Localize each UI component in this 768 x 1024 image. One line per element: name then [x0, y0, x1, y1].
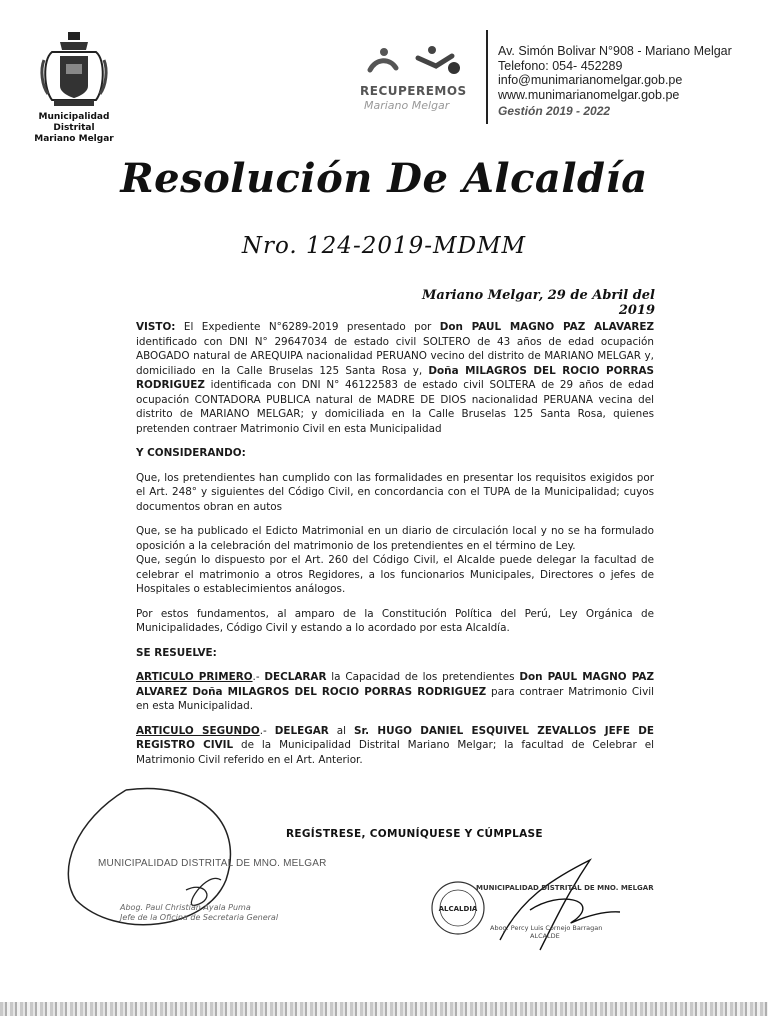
recuperemos-subtitle: Mariano Melgar: [364, 99, 450, 112]
person-2: Doña MILAGROS DEL ROCIO PORRAS RODRIGUEZ: [136, 364, 654, 391]
left-signer: [120, 903, 278, 923]
scan-bottom-strip: [0, 1002, 768, 1016]
municipality-name-line-1: Municipalidad Distrital: [38, 112, 110, 133]
considerando-3: Que, según lo dispuesto por el Art. 260 del Código Civil, el Alcalde puede delegar la facultad de celebrar el matrimonio a otros Regidores, a los funcionarios Municipales, Directores o jefes de Hospitales o establecimientos análogos.: [136, 554, 654, 595]
article-2-text-1: al: [328, 724, 355, 737]
article-2-person: Sr. HUGO DANIEL ESQUIVEL ZEVALLOS JEFE DE REGISTRO CIVIL: [136, 724, 655, 751]
phone: Telefono: 054- 452289: [498, 58, 623, 73]
article-1-verb: DECLARAR: [264, 671, 327, 683]
article-2-text-2: de la Municipalidad Distrital Mariano Melgar; la facultad de Celebrar el Matrimonio Civil referido en el Art. Anterior.: [136, 739, 654, 766]
resolution-body: [136, 320, 654, 777]
email: info@munimarianomelgar.gob.pe: [498, 73, 683, 87]
municipality-name: [18, 112, 130, 145]
considerando-2: Que, se ha publicado el Edicto Matrimonial en un diario de circulación local y no se ha formulado oposición a la celebración del matrimonio de los pretendientes en el término de Ley.: [136, 525, 654, 552]
left-signer-role: Jefe de la Oficina de Secretaria General: [120, 913, 279, 922]
right-signature-drawing: [480, 850, 630, 960]
resolution-number: Nro. 124-2019-MDMM: [241, 233, 527, 259]
right-signer-role: ALCALDE: [530, 932, 560, 940]
visto-label: VISTO:: [136, 321, 176, 333]
visto-text-2: identificado con DNI N° 29647034 de estado civil SOLTERO de 43 años de edad ocupación ABOGADO natural de AREQUIPA nacionalidad PERUANO vecino del distrito de MARIANO MELGAR y, domiciliado en la Calle Bruselas 125 Santa Rosa y,: [136, 335, 654, 377]
header-divider: [486, 30, 488, 124]
left-signer-name: Abog. Paul Christian Ayala Puma: [120, 903, 251, 912]
left-stamp: MUNICIPALIDAD DISTRITAL DE MNO. MELGAR: [98, 858, 327, 869]
visto-text-1: El Expediente N°6289-2019 presentado por: [175, 321, 440, 333]
resuelve-heading: [136, 646, 654, 661]
visto-paragraph: [136, 320, 654, 436]
gestion-period: Gestión 2019 - 2022: [498, 104, 611, 118]
article-2-verb: DELEGAR: [274, 724, 329, 737]
recuperemos-text: RECUPEREMOS: [360, 84, 467, 98]
article-2: [136, 724, 654, 768]
document-date: Mariano Melgar, 29 de Abril del 2019: [422, 288, 655, 318]
right-stamp: MUNICIPALIDAD DISTRITAL DE MNO. MELGAR: [476, 884, 654, 892]
article-1-separator: .-: [252, 671, 265, 683]
considerando-1: Que, los pretendientes han cumplido con las formalidades en presentar los requisitos exigidos por el Art. 248° y siguientes del Código Civil, en concordancia con el TUPA de la Municipalidad; cuyos documentos obran en autos: [136, 471, 654, 513]
person-1: Don PAUL MAGNO PAZ ALAVAREZ: [439, 321, 654, 333]
right-signer: [490, 924, 602, 940]
fundamentos-paragraph: Por estos fundamentos, al amparo de la Constitución Política del Perú, Ley Orgánica de Municipalidades, Código Civil y estando a lo acordado por esta Alcaldía.: [136, 607, 654, 634]
considerando-label: Y CONSIDERANDO:: [136, 447, 246, 459]
visto-text-3: identificada con DNI N° 46122583 de estado civil SOLTERA de 29 años de edad ocupación CONTADORA PUBLICA natural de MADRE DE DIOS nacionalidad PERUANA vecina del distrito de MARIANO MELGAR; y domiciliada en la Calle Bruselas 125 Santa Rosa, quienes pretenden contraer Matrimonio Civil en esta Municipalidad: [136, 379, 654, 435]
article-1-names: Don PAUL MAGNO PAZ ALVAREZ Doña MILAGROS DEL ROCIO PORRAS RODRIGUEZ: [136, 671, 654, 698]
municipality-name-line-2: Mariano Melgar: [34, 134, 114, 144]
address: Av. Simón Bolivar N°908 - Mariano Melgar: [498, 44, 732, 58]
article-1-label: ARTICULO PRIMERO: [136, 671, 253, 683]
closing-formula: REGÍSTRESE, COMUNÍQUESE Y CÚMPLASE: [286, 828, 543, 840]
article-1: [136, 670, 654, 714]
article-1-text-1: la Capacidad de los pretendientes: [326, 671, 520, 683]
contact-block: [498, 44, 732, 102]
article-1-text-2: para contraer Matrimonio Civil en esta Municipalidad.: [136, 685, 654, 712]
considerando-heading: [136, 446, 654, 461]
article-2-label: ARTICULO SEGUNDO: [136, 724, 260, 737]
resuelve-label: SE RESUELVE:: [136, 646, 217, 659]
coat-of-arms-logo: [38, 30, 110, 112]
website: www.munimarianomelgar.gob.pe: [498, 87, 680, 102]
article-2-separator: .-: [259, 724, 275, 737]
document-title: Resolución De Alcaldía: [120, 155, 648, 202]
right-signer-name: Abog. Percy Luis Cornejo Barragan: [490, 924, 603, 932]
right-seal-text: ALCALDIA: [438, 905, 478, 913]
